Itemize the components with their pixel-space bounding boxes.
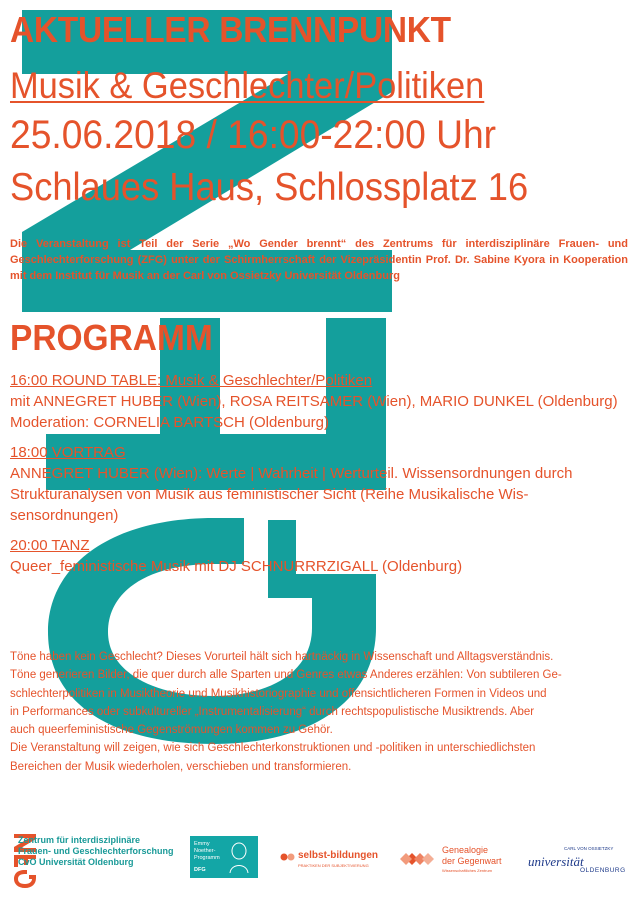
dfg-logo-text: DFG — [194, 867, 206, 873]
selbst-bildungen-tagline: PRAKTIKEN DER SUBJEKTIVIERUNG — [298, 863, 369, 868]
description-paragraph — [10, 648, 616, 776]
selbst-bildungen-logo — [280, 848, 382, 872]
selbst-bildungen-name: selbst-bildungen — [298, 850, 378, 861]
emmy-logo-line: Noether- — [194, 848, 216, 854]
program-list — [10, 370, 630, 586]
university-city: OLDENBURG — [580, 867, 626, 874]
genealogie-line: der Gegenwart — [442, 856, 502, 866]
event-datetime: 25.06.2018 / 16:00-22:00 Uhr — [10, 113, 497, 157]
genealogie-tagline: Wissenschaftliches Zentrum — [442, 868, 493, 873]
university-name: universität — [528, 854, 584, 869]
intro-paragraph: Die Veranstaltung ist Teil der Serie „Wo Gender brennt“ des Zentrums für interdisziplinäre Frauen- und Geschlechterforschung (ZFG) unter der Schirmherrschaft der Vizepräsidentin Prof. Dr. Sabine Kyora in Kooperation mit dem Institut für Musik an der Carl von Ossietzky Universität Oldenburg — [10, 238, 628, 282]
program-slot-line: Queer_feministische Musik mit DJ SCHNURRRZIGALL (Oldenburg) — [10, 558, 463, 575]
program-slot-vortrag — [10, 442, 630, 526]
diamond-pattern-icon — [400, 847, 440, 871]
event-topic-title: Musik & Geschlechter/Politiken — [10, 65, 485, 106]
program-slot-line: ANNEGRET HUBER (Wien): Werte | Wahrheit | Werturteil. Wissensordnungen durch — [10, 465, 573, 482]
zfg-logo-line: CvO Universität Oldenburg — [18, 857, 134, 867]
genealogie-line: Genealogie — [442, 845, 489, 855]
zfg-logo-line: Zentrum für interdisziplinäre — [18, 835, 141, 845]
program-slot-tanz — [10, 535, 630, 577]
selbst-bildungen-mark-icon — [280, 850, 296, 864]
description-line: auch queerfeministische Gegenströmungen kommen zu Gehör. — [10, 724, 333, 737]
program-slot-line: sensordnungen) — [10, 507, 119, 524]
emmy-logo-line: Programm — [194, 855, 220, 861]
emmy-logo-line: Emmy — [194, 841, 210, 847]
event-series-title: AKTUELLER BRENNPUNKT — [10, 9, 451, 50]
description-line: in Performances oder subkultureller „Instrumentalisierung“ durch rechtspopulistische Musiktrends. Aber — [10, 705, 535, 718]
program-slot-heading: 20:00 TANZ — [10, 537, 90, 554]
university-prefix: CARL VON OSSIETZKY — [564, 846, 614, 851]
zfg-logo — [12, 832, 182, 892]
program-slot-heading: 16:00 ROUND TABLE: Musik & Geschlechter/Politiken — [10, 372, 373, 389]
program-slot-heading: 18:00 VORTRAG — [10, 444, 126, 461]
description-line: Die Veranstaltung will zeigen, wie sich Geschlechterkonstruktionen und -politiken in unterschiedlichsten — [10, 742, 536, 755]
sponsor-logos — [0, 818, 636, 900]
program-slot-line: Strukturanalysen von Musik aus feministischer Sicht (Reihe Musikalische Wis- — [10, 486, 529, 503]
emmy-noether-logo — [190, 836, 258, 878]
portrait-icon — [228, 840, 250, 874]
program-slot-round-table — [10, 370, 630, 433]
university-oldenburg-logo — [524, 844, 628, 880]
description-line: Töne haben kein Geschlecht? Dieses Vorurteil hält sich hartnäckig in Wissenschaft und Alltagsverständnis. — [10, 651, 554, 663]
program-heading: PROGRAMM — [10, 317, 213, 358]
program-slot-line: Moderation: CORNELIA BARTSCH (Oldenburg) — [10, 414, 330, 431]
event-location: Schlaues Haus, Schlossplatz 16 — [10, 166, 529, 209]
description-line: Bereichen der Musik wiederholen, verschieben und transformieren. — [10, 760, 352, 773]
genealogie-logo — [400, 842, 510, 878]
description-line: schlechterpolitiken in Musiktheorie und Musikhistoriographie und offensichtlicheren Formen in Videos und — [10, 687, 547, 700]
description-line: Töne generieren Bilder, die quer durch alle Sparten und Genres etwas Anderes erzählen: Von subtileren Ge- — [10, 669, 562, 682]
program-slot-line: mit ANNEGRET HUBER (Wien), ROSA REITSAMER (Wien), MARIO DUNKEL (Oldenburg) — [10, 393, 618, 410]
zfg-logo-line: Frauen- und Geschlechterforschung — [18, 846, 174, 856]
